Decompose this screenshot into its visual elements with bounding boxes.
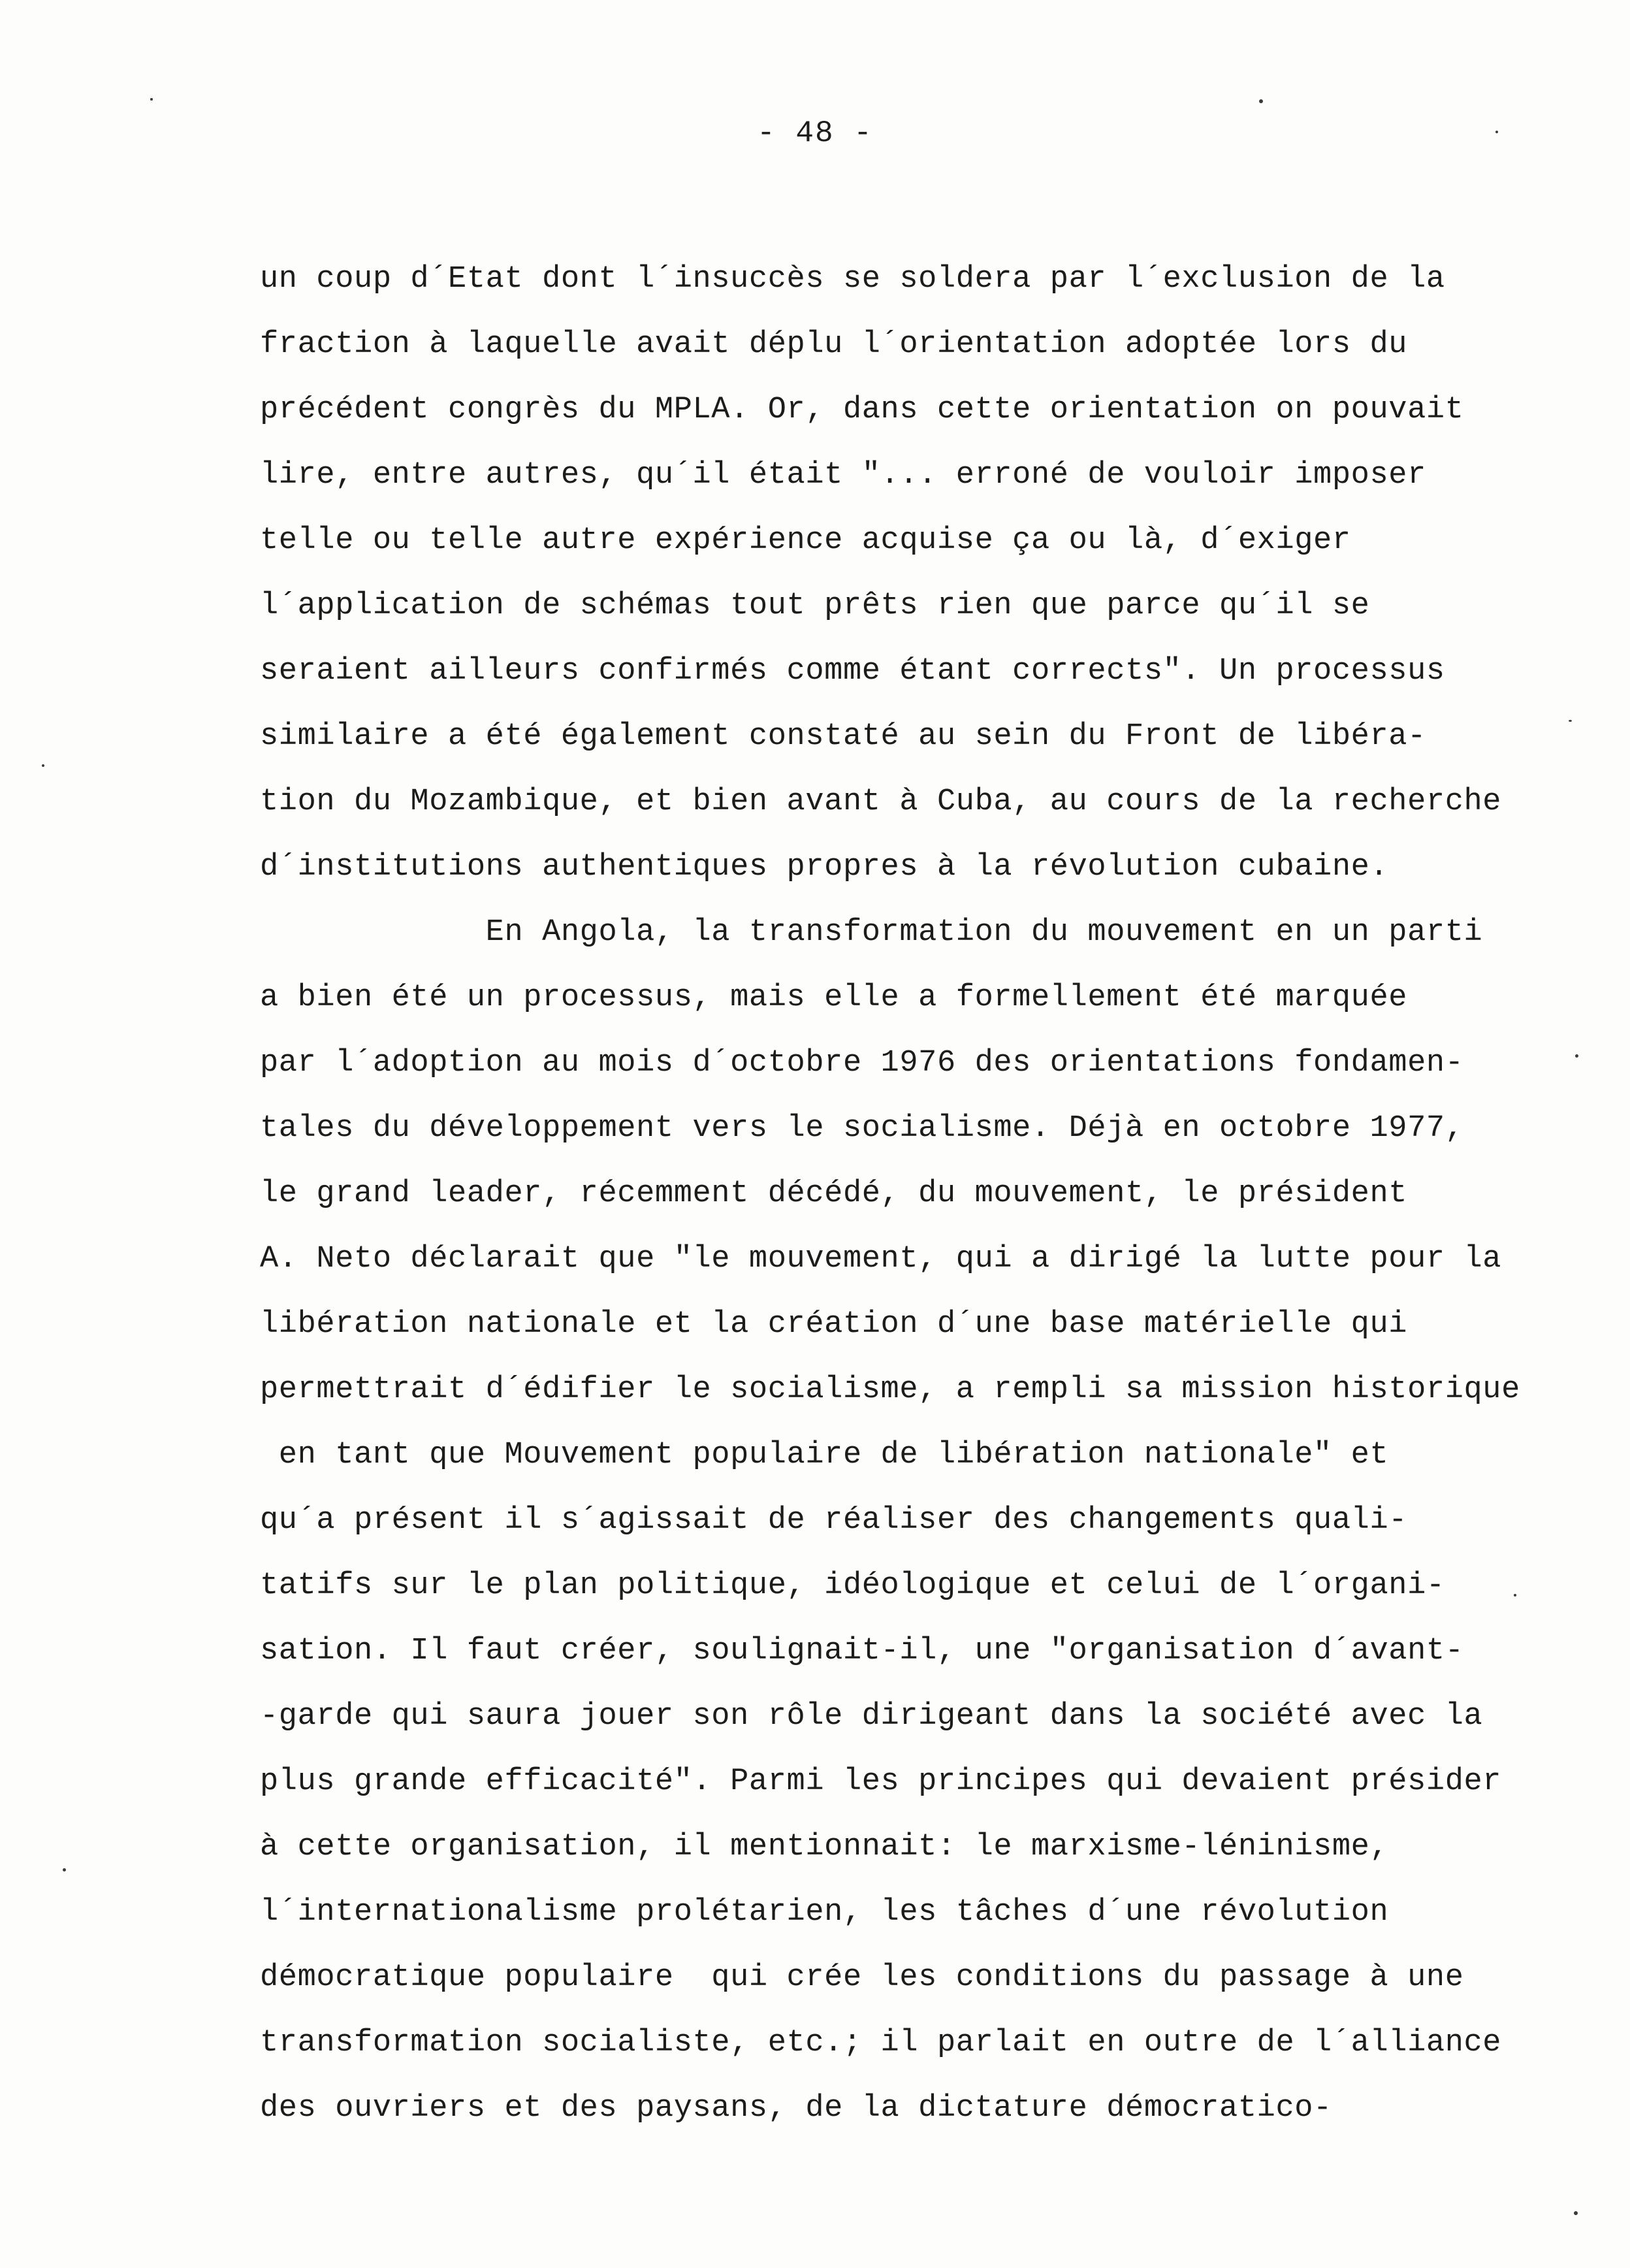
text-line: -garde qui saura jouer son rôle dirigeant dans la société avec la [260,1699,1483,1734]
text-line: tion du Mozambique, et bien avant à Cuba, au cours de la recherche [260,785,1502,819]
text-line: précédent congrès du MPLA. Or, dans cette orientation on pouvait [260,393,1464,427]
text-line: plus grande efficacité". Parmi les principes qui devaient présider [260,1764,1502,1799]
text-line: d´institutions authentiques propres à la révolution cubaine. [260,850,1389,884]
scan-speck [1574,2211,1578,2215]
text-line: un coup d´Etat dont l´insuccès se soldera par l´exclusion de la [260,262,1445,297]
text-line: l´internationalisme prolétarien, les tâches d´une révolution [260,1895,1389,1930]
text-line: par l´adoption au mois d´octobre 1976 des orientations fondamen- [260,1046,1464,1080]
text-line: telle ou telle autre expérience acquise ça ou là, d´exiger [260,523,1351,558]
scan-speck [1495,131,1498,133]
text-line: lire, entre autres, qu´il était "... erroné de vouloir imposer [260,458,1426,493]
scan-speck [42,764,44,767]
scan-speck [1514,1594,1516,1596]
text-line: seraient ailleurs confirmés comme étant corrects". Un processus [260,654,1445,688]
text-line: qu´a présent il s´agissait de réaliser des changements quali- [260,1503,1408,1538]
text-line: A. Neto déclarait que "le mouvement, qui a dirigé la lutte pour la [260,1242,1502,1276]
text-line: tales du développement vers le socialisme. Déjà en octobre 1977, [260,1111,1464,1146]
text-line: transformation socialiste, etc.; il parlait en outre de l´alliance [260,2026,1502,2060]
scan-speck [150,98,153,101]
scan-speck [63,1868,66,1871]
scan-speck [1575,1054,1578,1058]
text-line: a bien été un processus, mais elle a formellement été marquée [260,980,1408,1015]
text-line: l´application de schémas tout prêts rien que parce qu´il se [260,589,1370,623]
text-line: à cette organisation, il mentionnait: le marxisme-léninisme, [260,1830,1389,1864]
body-text [260,247,1586,2141]
scan-speck [1259,99,1263,103]
text-line: démocratique populaire qui crée les conditions du passage à une [260,1960,1464,1995]
paragraph-start-line: En Angola, la transformation du mouvement en un parti [260,915,1483,950]
text-line: libération nationale et la création d´une base matérielle qui [260,1307,1408,1342]
text-line: le grand leader, récemment décédé, du mouvement, le président [260,1176,1408,1211]
page-number: - 48 - [757,116,873,150]
text-line: similaire a été également constaté au sein du Front de libéra- [260,719,1426,754]
scan-speck [1569,720,1572,722]
text-line: tatifs sur le plan politique, idéologique et celui de l´organi- [260,1568,1445,1603]
text-line: fraction à laquelle avait déplu l´orientation adoptée lors du [260,327,1408,362]
text-line: des ouvriers et des paysans, de la dictature démocratico- [260,2091,1332,2126]
text-line: sation. Il faut créer, soulignait-il, une "organisation d´avant- [260,1634,1464,1668]
text-line: permettrait d´édifier le socialisme, a rempli sa mission historique [260,1372,1520,1407]
text-line: en tant que Mouvement populaire de libération nationale" et [260,1438,1389,1472]
